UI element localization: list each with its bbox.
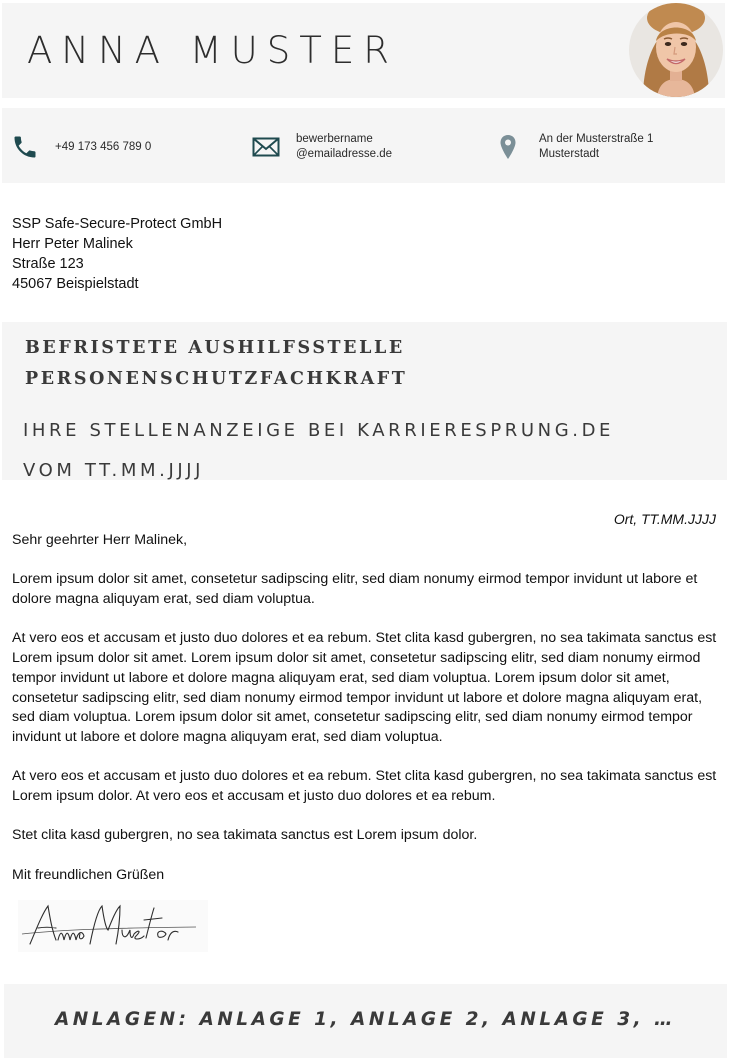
subject-reference-date: VOM TT.MM.JJJJ: [23, 460, 205, 480]
profile-photo-image: [629, 3, 723, 97]
subject-band: [2, 322, 727, 480]
subject-title-line-1: BEFRISTETE AUSHILFSSTELLE: [25, 338, 405, 358]
envelope-icon: [252, 136, 280, 158]
phone-number[interactable]: +49 173 456 789 0: [55, 140, 152, 153]
recipient-street: Straße 123: [12, 256, 84, 272]
paragraph-4: Stet clita kasd gubergren, no sea takimata sanctus est Lorem ipsum dolor.: [12, 827, 478, 844]
profile-photo: [629, 3, 723, 97]
recipient-city: 45067 Beispielstadt: [12, 276, 139, 292]
recipient-address: [12, 214, 222, 294]
address-line-2: Musterstadt: [539, 148, 600, 160]
address-line-1: An der Musterstraße 1: [539, 133, 654, 145]
salutation: Sehr geehrter Herr Malinek,: [12, 532, 188, 548]
contact-phone: [11, 133, 151, 161]
letter-date: Ort, TT.MM.JJJJ: [613, 511, 716, 527]
email-line-2: @emailadresse.de: [296, 148, 393, 160]
letter-body: [12, 531, 718, 905]
closing: Mit freundlichen Grüßen: [12, 866, 165, 883]
email-address[interactable]: [296, 132, 392, 162]
header-band: [2, 3, 725, 98]
contact-email: [252, 132, 392, 162]
handwritten-signature: [18, 900, 208, 952]
subject-reference: IHRE STELLENANZEIGE BEI KARRIERESPRUNG.DE: [23, 420, 615, 441]
paragraph-3: At vero eos et accusam et justo duo dolores et ea rebum. Stet clita kasd gubergren, no sea takimata sanctus est Lorem ipsum dolor. At vero eos et accusam et justo duo dolores et ea rebum.: [12, 768, 717, 805]
postal-address: [539, 132, 653, 162]
phone-icon: [11, 133, 39, 161]
applicant-name: ANNA MUSTER: [27, 29, 398, 72]
attachments-band: [4, 984, 727, 1058]
email-line-1: bewerbername: [296, 133, 373, 145]
recipient-person: Herr Peter Malinek: [12, 236, 133, 252]
paragraph-2: At vero eos et accusam et justo duo dolores et ea rebum. Stet clita kasd gubergren, no sea takimata sanctus est Lorem ipsum dolor sit amet. Lorem ipsum dolor sit amet, consetetur sadipscing elitr, sed diam nonumy eirmod tempor invidunt ut labore et dolore magna aliquyam erat, sed diam voluptua. Lorem ipsum dolor sit amet, consetetur sadipscing elitr, sed diam nonumy eirmod tempor invidunt ut labore et dolore magna aliquyam erat, sed diam voluptua. Lorem ipsum dolor sit amet, consetetur sadipscing elitr, sed diam nonumy eirmod tempor invidunt ut labore et dolore magna aliquyam erat, sed diam voluptua.: [12, 630, 717, 745]
contact-address: [499, 132, 653, 162]
subject-title-line-2: PERSONENSCHUTZFACHKRAFT: [25, 369, 408, 389]
contact-band: [2, 108, 725, 183]
attachments-list: ANLAGEN: ANLAGE 1, ANLAGE 2, ANLAGE 3, …: [54, 1009, 677, 1030]
location-pin-icon: [499, 134, 517, 160]
recipient-company: SSP Safe-Secure-Protect GmbH: [12, 216, 223, 232]
paragraph-1: Lorem ipsum dolor sit amet, consetetur sadipscing elitr, sed diam nonumy eirmod tempor invidunt ut labore et dolore magna aliquyam erat, sed diam voluptua.: [12, 571, 698, 608]
